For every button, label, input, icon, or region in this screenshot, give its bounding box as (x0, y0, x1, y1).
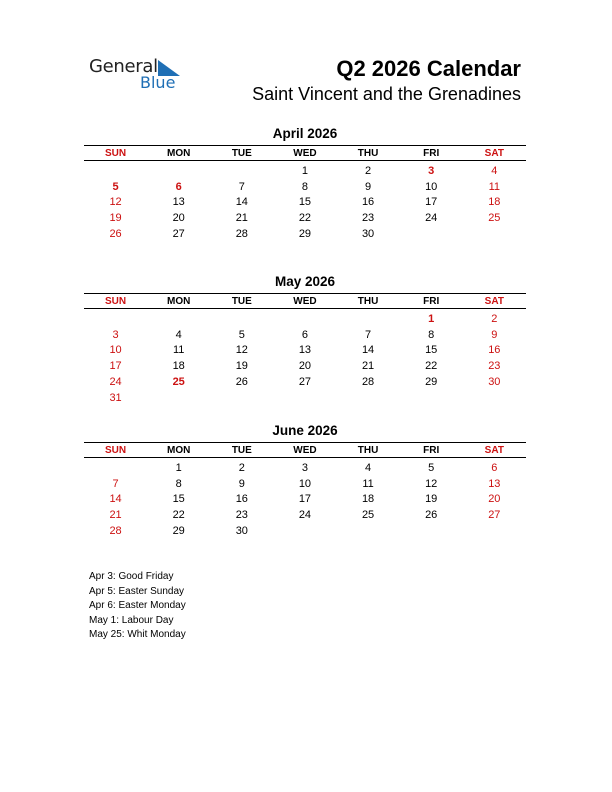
day-cell: 28 (235, 228, 248, 241)
holiday-list (89, 570, 186, 643)
day-cell: 15 (172, 493, 185, 506)
day-cell: 31 (109, 391, 122, 404)
holiday-item: Apr 6: Easter Monday (89, 600, 186, 612)
day-cell: 13 (172, 196, 185, 209)
day-cell: 19 (235, 360, 248, 373)
day-cell: 2 (491, 312, 498, 325)
day-cell: 9 (238, 477, 245, 490)
weekday-header-sat: SAT (484, 295, 504, 307)
day-cell: 12 (109, 196, 122, 209)
day-cell: 19 (109, 212, 122, 225)
weekday-header-thu: THU (357, 147, 379, 159)
day-cell: 29 (298, 228, 312, 241)
day-cell: 20 (488, 493, 501, 506)
day-cell: 24 (425, 212, 438, 225)
day-cell: 22 (172, 509, 185, 522)
week-row (84, 492, 526, 508)
holiday-item: May 25: Whit Monday (89, 629, 186, 641)
day-cell: 17 (425, 196, 438, 209)
week-row (84, 163, 526, 179)
weekday-header-sun: SUN (105, 295, 127, 307)
day-cell: 14 (361, 344, 375, 357)
day-cell: 23 (361, 212, 375, 225)
holiday-item: May 1: Labour Day (89, 614, 174, 626)
weekday-header-row (84, 146, 526, 160)
week-row (84, 343, 526, 359)
day-cell: 11 (362, 477, 374, 490)
day-cell: 12 (425, 477, 438, 490)
holiday-item: Apr 5: Easter Sunday (89, 585, 185, 597)
day-cell: 17 (298, 493, 312, 506)
day-cell: 22 (425, 360, 438, 373)
day-cell: 25 (172, 376, 185, 389)
day-cell: 12 (235, 344, 248, 357)
day-cell: 18 (361, 493, 375, 506)
day-cell: 28 (109, 525, 122, 538)
day-cell: 6 (175, 180, 182, 193)
week-row (84, 476, 526, 492)
day-cell: 14 (109, 493, 122, 506)
weekday-header-sun: SUN (105, 444, 127, 456)
weekday-header-fri: FRI (423, 444, 440, 456)
page-subtitle: Saint Vincent and the Grenadines (252, 84, 521, 104)
month-block-may (84, 273, 526, 406)
day-cell: 28 (361, 376, 375, 389)
day-cell: 4 (365, 461, 372, 474)
day-cell: 2 (365, 164, 372, 177)
weekday-header-thu: THU (357, 444, 379, 456)
weekday-header-wed: WED (293, 295, 317, 307)
month-title: April 2026 (272, 126, 338, 141)
day-cell: 23 (488, 360, 501, 373)
day-cell: 6 (301, 328, 308, 341)
day-cell: 21 (235, 212, 248, 225)
week-row (84, 226, 526, 242)
day-cell: 15 (425, 344, 438, 357)
day-cell: 8 (428, 328, 435, 341)
day-cell: 25 (361, 509, 375, 522)
day-cell: 21 (109, 509, 122, 522)
day-cell: 20 (298, 360, 312, 373)
day-cell: 16 (488, 344, 501, 357)
week-row (84, 195, 526, 211)
weekday-header-thu: THU (357, 295, 379, 307)
day-cell: 17 (109, 360, 122, 373)
day-cell: 7 (112, 477, 119, 490)
day-cell: 21 (361, 360, 375, 373)
weekday-header-row (84, 443, 526, 457)
week-row (84, 179, 526, 195)
day-cell: 16 (361, 196, 375, 209)
weekday-header-mon: MON (167, 295, 191, 307)
day-cell: 6 (491, 461, 498, 474)
day-cell: 11 (172, 344, 185, 357)
week-row (84, 358, 526, 374)
day-cell: 14 (235, 196, 248, 209)
day-cell: 4 (491, 164, 498, 177)
weekday-header-wed: WED (293, 444, 317, 456)
holiday-item: Apr 3: Good Friday (89, 571, 174, 582)
day-cell: 5 (428, 461, 435, 474)
weekday-header-sat: SAT (484, 147, 504, 159)
day-cell: 15 (298, 196, 312, 209)
day-cell: 2 (238, 461, 245, 474)
day-cell: 5 (238, 328, 245, 341)
day-cell: 27 (172, 228, 185, 241)
day-cell: 30 (488, 376, 501, 389)
day-cell: 26 (425, 509, 438, 522)
month-title: May 2026 (274, 274, 336, 289)
day-cell: 26 (109, 228, 122, 241)
day-cell: 30 (361, 228, 375, 241)
day-cell: 1 (428, 312, 435, 325)
weekday-header-tue: TUE (231, 444, 252, 456)
weekday-header-tue: TUE (231, 147, 252, 159)
day-cell: 1 (175, 461, 182, 474)
day-cell: 13 (488, 477, 501, 490)
month-title: June 2026 (272, 423, 338, 438)
day-cell: 3 (428, 164, 435, 177)
day-cell: 30 (235, 525, 248, 538)
brand-logo (89, 56, 199, 96)
page-title: Q2 2026 Calendar (336, 56, 521, 81)
day-cell: 18 (172, 360, 185, 373)
week-row (84, 327, 526, 343)
weekday-header-wed: WED (293, 147, 317, 159)
day-cell: 27 (298, 376, 312, 389)
day-cell: 10 (109, 344, 122, 357)
day-cell: 8 (175, 477, 182, 490)
day-cell: 25 (488, 212, 501, 225)
day-cell: 9 (491, 328, 498, 341)
day-cell: 3 (301, 461, 308, 474)
weekday-header-row (84, 294, 526, 308)
weekday-header-sat: SAT (484, 444, 504, 456)
week-row (84, 507, 526, 523)
month-block-june (84, 422, 526, 539)
week-row (84, 460, 526, 476)
day-cell: 24 (109, 376, 122, 389)
day-cell: 18 (488, 196, 501, 209)
weekday-header-mon: MON (167, 444, 191, 456)
brand-name-general: General (89, 56, 158, 77)
day-cell: 7 (238, 180, 245, 193)
day-cell: 1 (301, 164, 308, 177)
day-cell: 24 (298, 509, 312, 522)
day-cell: 20 (172, 212, 185, 225)
month-block-april (84, 125, 526, 242)
day-cell: 26 (235, 376, 248, 389)
day-cell: 5 (112, 180, 119, 193)
day-cell: 22 (298, 212, 312, 225)
day-cell: 7 (365, 328, 372, 341)
day-cell: 16 (235, 493, 248, 506)
day-cell: 23 (235, 509, 248, 522)
day-cell: 10 (425, 180, 438, 193)
day-cell: 11 (488, 180, 501, 193)
day-cell: 10 (298, 477, 312, 490)
day-cell: 29 (425, 376, 438, 389)
weekday-header-sun: SUN (105, 147, 127, 159)
weekday-header-fri: FRI (423, 295, 440, 307)
day-cell: 29 (172, 525, 185, 538)
day-cell: 27 (488, 509, 501, 522)
weekday-header-tue: TUE (231, 295, 252, 307)
day-cell: 4 (175, 328, 182, 341)
week-row (84, 523, 526, 539)
day-cell: 3 (112, 328, 119, 341)
week-row (84, 374, 526, 390)
weekday-header-mon: MON (167, 147, 191, 159)
week-row (84, 390, 526, 406)
day-cell: 19 (425, 493, 438, 506)
day-cell: 9 (365, 180, 372, 193)
week-row (84, 210, 526, 226)
day-cell: 8 (301, 180, 308, 193)
weekday-header-fri: FRI (423, 147, 440, 159)
day-cell: 13 (298, 344, 312, 357)
brand-name-blue: Blue (140, 73, 176, 92)
week-row (84, 311, 526, 327)
